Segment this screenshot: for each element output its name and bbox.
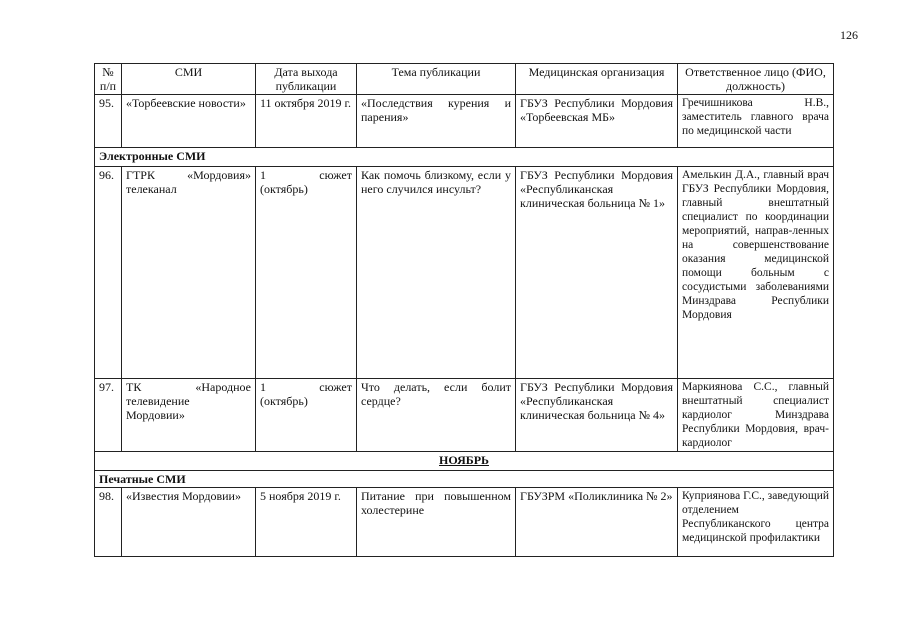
- cell-date: 11 октября 2019 г.: [256, 95, 357, 148]
- header-person: Ответственное лицо (ФИО, должность): [678, 64, 834, 95]
- publications-table: [94, 63, 834, 557]
- cell-date: 1 сюжет (октябрь): [256, 167, 357, 379]
- cell-num: 97.: [95, 379, 122, 452]
- cell-topic: Питание при повышенном холестерине: [357, 488, 516, 557]
- header-date: Дата выхода публикации: [256, 64, 357, 95]
- cell-num: 98.: [95, 488, 122, 557]
- section-print: Печатные СМИ: [95, 471, 834, 488]
- table-header-row: [95, 64, 834, 95]
- table-row: [95, 95, 834, 148]
- cell-org: ГБУЗРМ «Поликлиника № 2»: [516, 488, 678, 557]
- cell-org: ГБУЗ Республики Мордовия «Республиканская клиническая больница № 1»: [516, 167, 678, 379]
- page-number: 126: [840, 28, 858, 42]
- cell-date: 5 ноября 2019 г.: [256, 488, 357, 557]
- cell-num: 95.: [95, 95, 122, 148]
- cell-org: ГБУЗ Республики Мордовия «Республиканская клиническая больница № 4»: [516, 379, 678, 452]
- table-row: [95, 379, 834, 452]
- month-row: [95, 452, 834, 471]
- section-row: [95, 471, 834, 488]
- cell-date: 1 сюжет (октябрь): [256, 379, 357, 452]
- header-media: СМИ: [122, 64, 256, 95]
- section-electronic: Электронные СМИ: [95, 148, 834, 167]
- cell-media: ГТРК «Мордовия» телеканал: [122, 167, 256, 379]
- cell-num: 96.: [95, 167, 122, 379]
- cell-media: «Известия Мордовии»: [122, 488, 256, 557]
- cell-topic: Как помочь близкому, если у него случился инсульт?: [357, 167, 516, 379]
- cell-person: Куприянова Г.С., заведующий отделением Республиканского центра медицинской профилактики: [678, 488, 834, 557]
- header-num: № п/п: [95, 64, 122, 95]
- cell-topic: Что делать, если болит сердце?: [357, 379, 516, 452]
- cell-org: ГБУЗ Республики Мордовия «Торбеевская МБ»: [516, 95, 678, 148]
- cell-person: Маркиянова С.С., главный внештатный специалист кардиолог Минздрава Республики Мордовия, врач-кардиолог: [678, 379, 834, 452]
- header-topic: Тема публикации: [357, 64, 516, 95]
- month-november: НОЯБРЬ: [95, 452, 834, 471]
- table-row: [95, 167, 834, 379]
- header-org: Медицинская организация: [516, 64, 678, 95]
- cell-media: «Торбеевские новости»: [122, 95, 256, 148]
- cell-person: Гречишникова Н.В., заместитель главного врача по медицинской части: [678, 95, 834, 148]
- cell-media: ТК «Народное телевидение Мордовии»: [122, 379, 256, 452]
- section-row: [95, 148, 834, 167]
- table-row: [95, 488, 834, 557]
- cell-person: Амелькин Д.А., главный врач ГБУЗ Республики Мордовия, главный внештатный специалист по координации мероприятий, направ-ленных на совершенствование оказания медицинской помощи больным с сосудистыми заболеваниями Минздрава Республики Мордовия: [678, 167, 834, 379]
- cell-topic: «Последствия курения и парения»: [357, 95, 516, 148]
